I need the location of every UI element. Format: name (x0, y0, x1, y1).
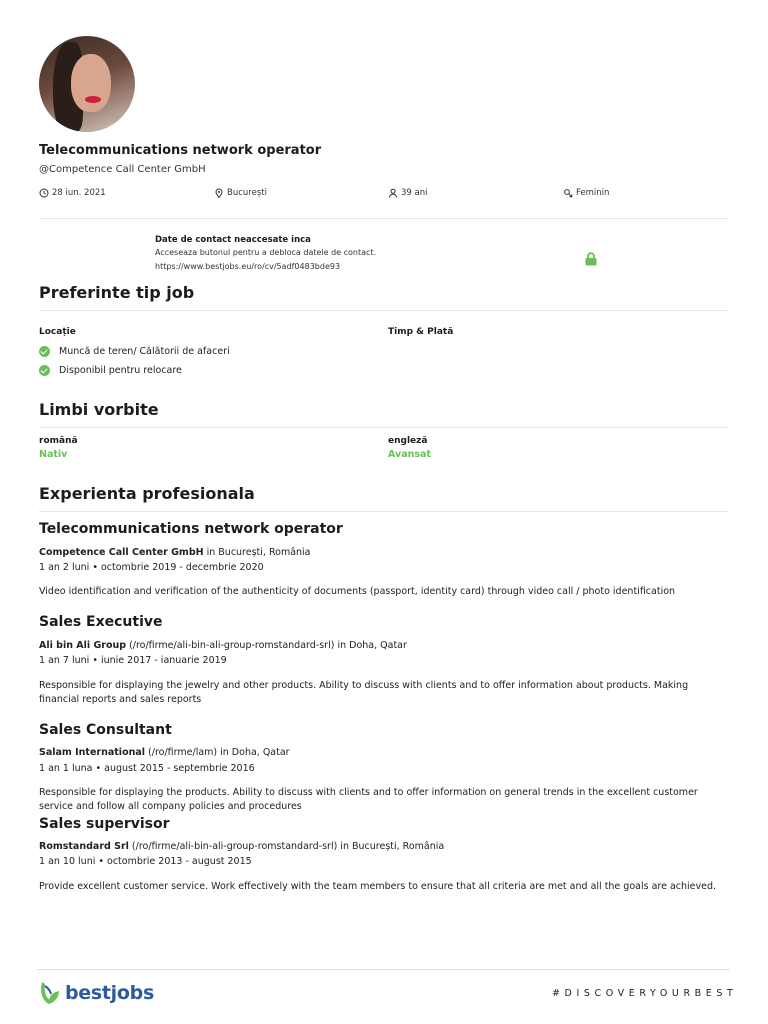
profile-location-text: București (227, 188, 267, 198)
language-level: Nativ (39, 449, 68, 460)
job-employer: Salam International (39, 747, 146, 758)
location-label: Locație (39, 327, 76, 337)
preference-text: Disponibil pentru relocare (59, 365, 182, 376)
experience-heading: Experienta profesionala (39, 484, 255, 503)
preferences-heading: Preferinte tip job (39, 283, 195, 302)
check-circle-icon (39, 365, 50, 376)
bestjobs-logo[interactable] (39, 980, 154, 1006)
languages-heading: Limbi vorbite (39, 400, 159, 419)
profile-date-text: 28 iun. 2021 (52, 188, 106, 198)
bestjobs-leaf-icon (39, 980, 61, 1006)
job-title: Telecommunications network operator (39, 521, 343, 537)
job-employer-line (39, 747, 290, 758)
job-period-line: 1 an 2 luni • octombrie 2019 - decembrie 2020 (39, 562, 264, 573)
divider (39, 427, 728, 428)
job-period: octombrie 2013 - august 2015 (107, 856, 252, 867)
job-period-line: 1 an 1 luna • august 2015 - septembrie 2016 (39, 763, 255, 774)
job-period: iunie 2017 - ianuarie 2019 (100, 655, 227, 666)
profile-gender-text: Feminin (576, 188, 610, 198)
job-description: Responsible for displaying the jewelry and other products. Ability to discuss with clients and to offer information about products. Making financial reports and sales reports (39, 680, 689, 705)
job-period-line: 1 an 10 luni • octombrie 2013 - august 2015 (39, 856, 252, 867)
gender-icon (563, 188, 573, 198)
clock-icon (39, 188, 49, 198)
job-duration: 1 an 2 luni (39, 562, 90, 573)
job-employer-line (39, 640, 407, 651)
footer-divider (37, 969, 730, 970)
profile-location (214, 188, 267, 198)
job-description: Responsible for displaying the products. Ability to discuss with clients and to offer information on general trends in the excellent customer service and follow all company policies and procedures (39, 787, 698, 812)
contact-url[interactable]: https://www.bestjobs.eu/ro/cv/5adf0483bde93 (155, 262, 341, 271)
job-employer: Romstandard Srl (39, 841, 129, 852)
user-icon (388, 188, 398, 198)
profile-age-text: 39 ani (401, 188, 428, 198)
job-place: (/ro/firme/ali-bin-ali-group-romstandard-srl) in Doha, Qatar (126, 640, 407, 651)
job-employer: Ali bin Ali Group (39, 640, 127, 651)
divider (39, 310, 728, 311)
profile-title: Telecommunications network operator (39, 143, 322, 158)
footer-tagline: #DISCOVERYOURBEST (552, 988, 738, 999)
job-period-line: 1 an 7 luni • iunie 2017 - ianuarie 2019 (39, 655, 227, 666)
job-employer-line (39, 841, 444, 852)
preference-text: Muncă de teren/ Călătorii de afaceri (59, 346, 230, 357)
job-title: Sales Consultant (39, 722, 172, 738)
brand-name: bestjobs (65, 982, 154, 1004)
divider (39, 511, 728, 512)
profile-company: @Competence Call Center GmbH (39, 164, 206, 175)
job-employer: Competence Call Center GmbH (39, 547, 204, 558)
job-duration: 1 an 7 luni (39, 655, 90, 666)
location-pin-icon (214, 188, 224, 198)
job-employer-line (39, 547, 311, 558)
job-description: Video identification and verification of the authenticity of documents (passport, identity card) through video call / photo identification (39, 586, 676, 597)
contact-heading: Date de contact neaccesate inca (155, 235, 311, 245)
language-level: Avansat (388, 449, 431, 460)
check-circle-icon (39, 346, 50, 357)
job-period: august 2015 - septembrie 2016 (104, 763, 255, 774)
job-period: octombrie 2019 - decembrie 2020 (100, 562, 264, 573)
language-name: română (39, 436, 78, 446)
profile-age (388, 188, 427, 198)
job-place: (/ro/firme/ali-bin-ali-group-romstandard-srl) in București, România (128, 841, 445, 852)
list-item (39, 365, 182, 376)
avatar (39, 36, 135, 132)
job-title: Sales Executive (39, 614, 163, 630)
job-place: in București, România (203, 547, 311, 558)
time-pay-label: Timp & Plată (388, 327, 454, 337)
divider (39, 218, 728, 219)
profile-gender (563, 188, 609, 198)
job-description: Provide excellent customer service. Work effectively with the team members to ensure that all criteria are met and all the goals are achieved. (39, 881, 717, 892)
list-item (39, 346, 230, 357)
job-duration: 1 an 10 luni (39, 856, 96, 867)
job-title: Sales supervisor (39, 816, 170, 832)
lock-icon[interactable] (584, 252, 598, 266)
contact-message: Acceseaza butonul pentru a debloca datele de contact. (155, 248, 377, 257)
profile-date (39, 188, 106, 198)
job-place: (/ro/firme/lam) in Doha, Qatar (145, 747, 290, 758)
job-duration: 1 an 1 luna (39, 763, 93, 774)
language-name: engleză (388, 436, 428, 446)
